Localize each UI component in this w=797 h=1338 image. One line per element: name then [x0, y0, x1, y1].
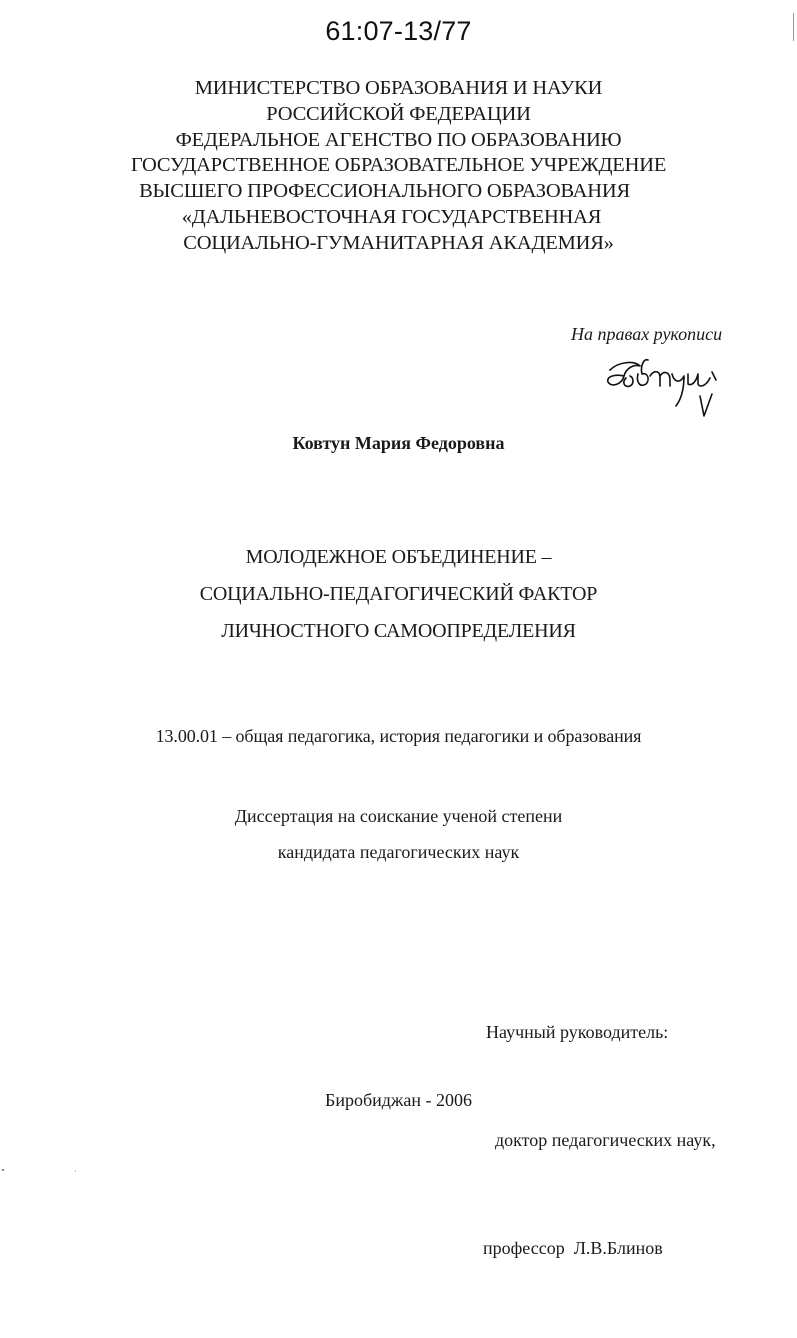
degree-statement [0, 798, 797, 870]
institution-line: «ДАЛЬНЕВОСТОЧНАЯ ГОСУДАРСТВЕННАЯ [181, 205, 602, 228]
specialty-code: 13.00.01 – общая педагогика, история педагогики и образования [155, 726, 642, 746]
catalog-number: 61:07-13/77 [325, 16, 472, 46]
institution-line: ВЫСШЕГО ПРОФЕССИОНАЛЬНОГО ОБРАЗОВАНИЯ [139, 180, 630, 203]
thesis-title-line: МОЛОДЕЖНОЕ ОБЪЕДИНЕНИЕ – [245, 546, 552, 568]
scan-artifact [75, 1170, 76, 1172]
advisor-label: Научный руководитель: [486, 1022, 669, 1042]
scientific-advisor [483, 942, 716, 1338]
signature-icon [604, 352, 724, 422]
institution-header [0, 76, 797, 257]
institution-line: РОССИЙСКОЙ ФЕДЕРАЦИИ [266, 102, 531, 125]
thesis-title [0, 539, 797, 650]
author-name: Ковтун Мария Федоровна [292, 433, 505, 453]
institution-line: ФЕДЕРАЛЬНОЕ АГЕНСТВО ПО ОБРАЗОВАНИЮ [175, 128, 622, 151]
scan-artifact [793, 13, 794, 41]
degree-line: кандидата педагогических наук [277, 842, 520, 862]
thesis-title-line: ЛИЧНОСТНОГО САМООПРЕДЕЛЕНИЯ [221, 620, 576, 642]
advisor-title: доктор педагогических наук, [495, 1130, 716, 1150]
scan-artifact [2, 1169, 4, 1171]
institution-line: СОЦИАЛЬНО-ГУМАНИТАРНАЯ АКАДЕМИЯ» [183, 231, 614, 254]
advisor-name: профессор Л.В.Блинов [483, 1238, 663, 1258]
thesis-title-line: СОЦИАЛЬНО-ПЕДАГОГИЧЕСКИЙ ФАКТОР [199, 583, 598, 605]
institution-line: МИНИСТЕРСТВО ОБРАЗОВАНИЯ И НАУКИ [194, 77, 603, 99]
place-and-year: Биробиджан - 2006 [325, 1090, 472, 1110]
manuscript-rights-note: На правах рукописи [571, 324, 723, 344]
institution-line: ГОСУДАРСТВЕННОЕ ОБРАЗОВАТЕЛЬНОЕ УЧРЕЖДЕНИЕ [130, 154, 667, 177]
degree-line: Диссертация на соискание ученой степени [234, 806, 563, 826]
